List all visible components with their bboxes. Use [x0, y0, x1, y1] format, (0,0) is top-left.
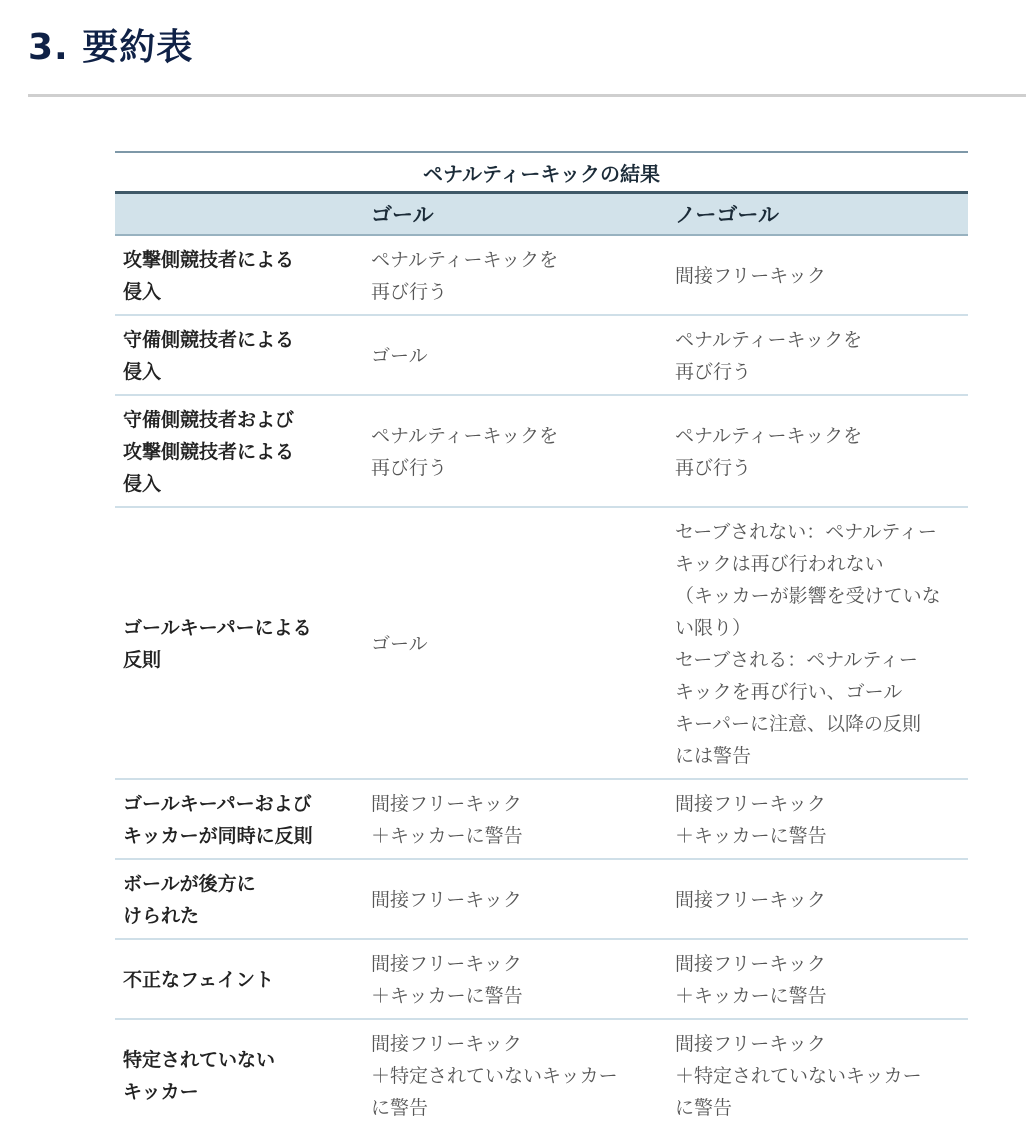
- row-label: 不正なフェイント: [115, 939, 363, 1019]
- goal-cell: 間接フリーキック ＋キッカーに警告: [363, 939, 667, 1019]
- table-row: [115, 507, 968, 779]
- header-empty: [115, 193, 363, 236]
- no-goal-cell: 間接フリーキック ＋キッカーに警告: [667, 779, 968, 859]
- table-caption: ペナルティーキックの結果: [115, 152, 968, 193]
- header-goal: ゴール: [363, 193, 667, 236]
- table-row: [115, 779, 968, 859]
- no-goal-cell: ペナルティーキックを 再び行う: [667, 395, 968, 507]
- heading-divider: [28, 94, 1026, 97]
- table-row: [115, 939, 968, 1019]
- no-goal-cell: 間接フリーキック ＋特定されていないキッカー に警告: [675, 1033, 922, 1119]
- no-goal-cell: 間接フリーキック: [667, 235, 968, 315]
- goal-cell: ゴール: [363, 315, 667, 395]
- row-label: 守備側競技者による 侵入: [115, 315, 363, 395]
- table-row: [115, 1019, 968, 1130]
- table-row: [115, 859, 968, 939]
- section-heading: 3. 要約表: [28, 27, 194, 68]
- goal-cell: 間接フリーキック: [363, 859, 667, 939]
- goal-cell: ゴール: [363, 507, 667, 779]
- table-row: [115, 395, 968, 507]
- row-label: ゴールキーパーによる 反則: [115, 507, 363, 779]
- no-goal-cell: セーブされない：ペナルティー キックは再び行われない （キッカーが影響を受けていな い限り） セーブされる：ペナルティー キックを再び行い、ゴール キーパーに注意、以降の反則 には警告: [667, 507, 968, 779]
- table-header-row: [115, 193, 968, 236]
- no-goal-cell: 間接フリーキック: [667, 859, 968, 939]
- no-goal-cell: 間接フリーキック ＋キッカーに警告: [667, 939, 968, 1019]
- goal-cell: 間接フリーキック ＋特定されていないキッカー に警告: [371, 1033, 618, 1119]
- row-label: 攻撃側競技者による 侵入: [115, 235, 363, 315]
- row-label: ボールが後方に けられた: [115, 859, 363, 939]
- row-label: ゴールキーパーおよび キッカーが同時に反則: [115, 779, 363, 859]
- no-goal-cell: ペナルティーキックを 再び行う: [667, 315, 968, 395]
- goal-cell: ペナルティーキックを 再び行う: [363, 235, 667, 315]
- table-row: [115, 235, 968, 315]
- header-no-goal: ノーゴール: [667, 193, 968, 236]
- penalty-summary-table: [115, 151, 968, 1130]
- goal-cell: 間接フリーキック ＋キッカーに警告: [363, 779, 667, 859]
- table-row: [115, 315, 968, 395]
- goal-cell: ペナルティーキックを 再び行う: [363, 395, 667, 507]
- row-label: 特定されていない キッカー: [123, 1049, 276, 1103]
- row-label: 守備側競技者および 攻撃側競技者による 侵入: [115, 395, 363, 507]
- table-caption-row: [115, 152, 968, 193]
